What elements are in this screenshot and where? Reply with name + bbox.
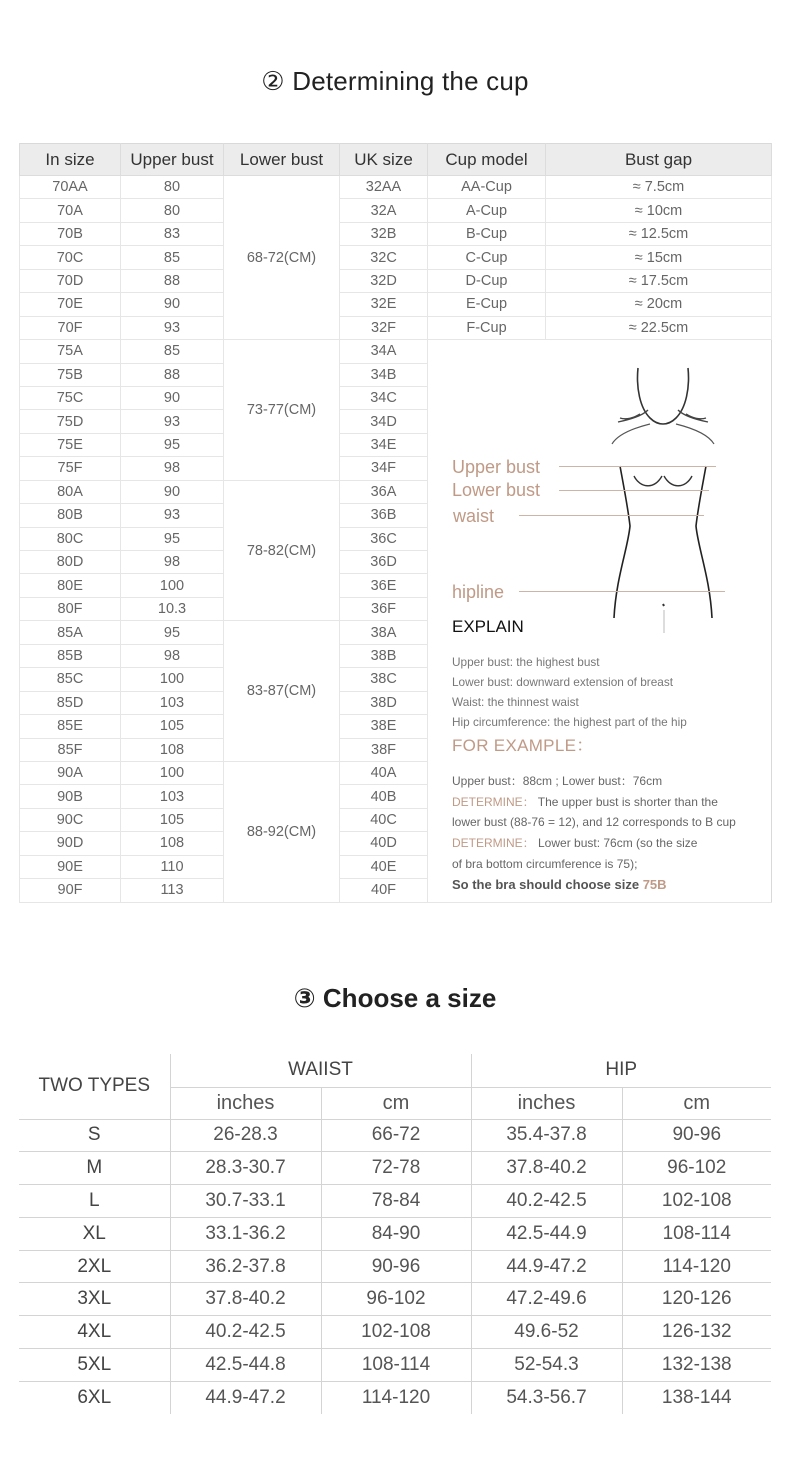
section-title-choose-size: ③ Choose a size (293, 983, 497, 1013)
in-size-cell: 80E (20, 574, 121, 597)
in-size-cell: 70E (20, 293, 121, 316)
in-size-cell: 85F (20, 738, 121, 761)
header-two-types: TWO TYPES (19, 1054, 170, 1119)
for-example-title: FOR EXAMPLE： (452, 736, 594, 756)
in-size-cell: 75F (20, 457, 121, 480)
lower-bust-label: Lower bust (452, 480, 541, 501)
upper-bust-cell: 83 (121, 222, 224, 245)
table-row (19, 1250, 771, 1283)
uk-size-cell: 32C (340, 246, 428, 269)
measurement-guide-panel (428, 340, 772, 903)
upper-bust-cell: 105 (121, 808, 224, 831)
hip-inches-cell: 49.6-52 (471, 1316, 622, 1349)
table-header-row (20, 144, 772, 176)
in-size-cell: 75B (20, 363, 121, 386)
upper-bust-cell: 100 (121, 574, 224, 597)
hip-cm-cell: 120-126 (622, 1283, 771, 1316)
upper-bust-label: Upper bust (452, 457, 541, 478)
in-size-cell: 90E (20, 855, 121, 878)
uk-size-cell: 36E (340, 574, 428, 597)
upper-bust-cell: 90 (121, 386, 224, 409)
in-size-cell: 85D (20, 691, 121, 714)
lower-bust-line (559, 490, 709, 491)
upper-bust-cell: 85 (121, 246, 224, 269)
size-cell: 6XL (19, 1381, 170, 1414)
hip-cm-cell: 102-108 (622, 1185, 771, 1218)
uk-size-cell: 36B (340, 504, 428, 527)
in-size-cell: 80C (20, 527, 121, 550)
in-size-cell: 70B (20, 222, 121, 245)
size-cell: M (19, 1152, 170, 1185)
in-size-cell: 85C (20, 668, 121, 691)
uk-size-cell: 34E (340, 433, 428, 456)
uk-size-cell: 40C (340, 808, 428, 831)
lower-bust-group-cell: 88-92(CM) (224, 761, 340, 902)
cup-model-cell: F-Cup (428, 316, 546, 339)
waist-cm-cell: 114-120 (321, 1381, 471, 1414)
upper-bust-cell: 113 (121, 879, 224, 902)
hipline-line (519, 591, 725, 592)
uk-size-cell: 32AA (340, 176, 428, 199)
size-cell: 3XL (19, 1283, 170, 1316)
table-row (20, 199, 772, 222)
uk-size-cell: 34A (340, 340, 428, 363)
recommended-size: 75B (642, 877, 667, 893)
upper-bust-cell: 105 (121, 715, 224, 738)
upper-bust-cell: 10.3 (121, 597, 224, 620)
uk-size-cell: 40D (340, 832, 428, 855)
uk-size-cell: 34D (340, 410, 428, 433)
bust-gap-cell: ≈ 12.5cm (546, 222, 772, 245)
hip-cm-cell: 132-138 (622, 1349, 771, 1382)
uk-size-cell: 38B (340, 644, 428, 667)
size-cell: S (19, 1119, 170, 1152)
table-row (19, 1152, 771, 1185)
uk-size-cell: 38F (340, 738, 428, 761)
size-cell: 4XL (19, 1316, 170, 1349)
in-size-cell: 70F (20, 316, 121, 339)
hip-inches-cell: 47.2-49.6 (471, 1283, 622, 1316)
upper-bust-cell: 90 (121, 480, 224, 503)
uk-size-cell: 32A (340, 199, 428, 222)
header-waist-inches: inches (170, 1087, 321, 1119)
in-size-cell: 80F (20, 597, 121, 620)
cup-model-cell: AA-Cup (428, 176, 546, 199)
header-hip-group: HIP (471, 1054, 771, 1087)
size-cell: L (19, 1185, 170, 1218)
example-determine-1: DETERMINE： The upper bust is shorter than the (452, 795, 718, 810)
lower-bust-group-cell: 78-82(CM) (224, 480, 340, 621)
table-row (19, 1119, 771, 1152)
header-hip-inches: inches (471, 1087, 622, 1119)
bust-gap-cell: ≈ 7.5cm (546, 176, 772, 199)
in-size-cell: 90F (20, 879, 121, 902)
uk-size-cell: 32F (340, 316, 428, 339)
example-measurement: Upper bust：88cm ; Lower bust：76cm (452, 774, 663, 789)
upper-bust-cell: 100 (121, 761, 224, 784)
hip-cm-cell: 126-132 (622, 1316, 771, 1349)
table-row (20, 176, 772, 199)
waist-inches-cell: 44.9-47.2 (170, 1381, 321, 1414)
waist-inches-cell: 28.3-30.7 (170, 1152, 321, 1185)
bust-gap-cell: ≈ 22.5cm (546, 316, 772, 339)
upper-bust-cell: 98 (121, 457, 224, 480)
upper-bust-cell: 80 (121, 176, 224, 199)
upper-bust-cell: 108 (121, 738, 224, 761)
bust-gap-cell: ≈ 15cm (546, 246, 772, 269)
hip-cm-cell: 90-96 (622, 1119, 771, 1152)
in-size-cell: 70D (20, 269, 121, 292)
example-determine-1-cont: lower bust (88-76 = 12), and 12 corresponds to B cup (452, 815, 736, 830)
header-cup-model: Cup model (428, 144, 546, 176)
uk-size-cell: 40F (340, 879, 428, 902)
header-bust-gap: Bust gap (546, 144, 772, 176)
uk-size-cell: 40A (340, 761, 428, 784)
upper-bust-cell: 80 (121, 199, 224, 222)
upper-bust-cell: 98 (121, 551, 224, 574)
explain-line: Upper bust: the highest bust (452, 655, 600, 670)
waist-cm-cell: 72-78 (321, 1152, 471, 1185)
cup-model-cell: D-Cup (428, 269, 546, 292)
determine-label: DETERMINE： (452, 836, 535, 851)
explain-line: Hip circumference: the highest part of the hip (452, 715, 687, 730)
lower-bust-group-cell: 83-87(CM) (224, 621, 340, 762)
upper-bust-cell: 88 (121, 269, 224, 292)
upper-bust-cell: 100 (121, 668, 224, 691)
in-size-cell: 90D (20, 832, 121, 855)
upper-bust-cell: 95 (121, 527, 224, 550)
waist-cm-cell: 90-96 (321, 1250, 471, 1283)
table-row (20, 293, 772, 316)
hip-inches-cell: 40.2-42.5 (471, 1185, 622, 1218)
uk-size-cell: 38D (340, 691, 428, 714)
in-size-cell: 80B (20, 504, 121, 527)
in-size-cell: 90C (20, 808, 121, 831)
waist-inches-cell: 30.7-33.1 (170, 1185, 321, 1218)
bust-gap-cell: ≈ 17.5cm (546, 269, 772, 292)
upper-bust-cell: 85 (121, 340, 224, 363)
upper-bust-cell: 93 (121, 316, 224, 339)
table-row (20, 316, 772, 339)
cup-model-cell: E-Cup (428, 293, 546, 316)
bust-gap-cell: ≈ 10cm (546, 199, 772, 222)
waist-cm-cell: 66-72 (321, 1119, 471, 1152)
cup-size-table (19, 143, 772, 903)
example-conclusion: So the bra should choose size 75B (452, 877, 667, 893)
uk-size-cell: 40B (340, 785, 428, 808)
waist-inches-cell: 37.8-40.2 (170, 1283, 321, 1316)
uk-size-cell: 36D (340, 551, 428, 574)
uk-size-cell: 32E (340, 293, 428, 316)
hip-cm-cell: 108-114 (622, 1217, 771, 1250)
uk-size-cell: 32B (340, 222, 428, 245)
upper-bust-line (559, 466, 716, 467)
table-row (19, 1349, 771, 1382)
uk-size-cell: 36F (340, 597, 428, 620)
in-size-cell: 75C (20, 386, 121, 409)
uk-size-cell: 40E (340, 855, 428, 878)
upper-bust-cell: 93 (121, 410, 224, 433)
uk-size-cell: 36A (340, 480, 428, 503)
header-lower-bust: Lower bust (224, 144, 340, 176)
uk-size-cell: 34B (340, 363, 428, 386)
table-row (19, 1185, 771, 1218)
upper-bust-cell: 95 (121, 621, 224, 644)
size-cell: XL (19, 1217, 170, 1250)
uk-size-cell: 38E (340, 715, 428, 738)
in-size-cell: 85E (20, 715, 121, 738)
waist-cm-cell: 84-90 (321, 1217, 471, 1250)
explain-line: Lower bust: downward extension of breast (452, 675, 673, 690)
explain-line: Waist: the thinnest waist (452, 695, 579, 710)
section-title-determining-cup: ② Determining the cup (261, 66, 529, 96)
in-size-cell: 85B (20, 644, 121, 667)
uk-size-cell: 34F (340, 457, 428, 480)
in-size-cell: 80D (20, 551, 121, 574)
waist-inches-cell: 40.2-42.5 (170, 1316, 321, 1349)
hip-inches-cell: 44.9-47.2 (471, 1250, 622, 1283)
in-size-cell: 90B (20, 785, 121, 808)
hip-cm-cell: 114-120 (622, 1250, 771, 1283)
group-header-row (19, 1054, 771, 1087)
in-size-cell: 70A (20, 199, 121, 222)
header-hip-cm: cm (622, 1087, 771, 1119)
waist-hip-size-table (19, 1054, 771, 1414)
in-size-cell: 90A (20, 761, 121, 784)
hip-inches-cell: 37.8-40.2 (471, 1152, 622, 1185)
table-row (20, 222, 772, 245)
upper-bust-cell: 103 (121, 691, 224, 714)
waist-inches-cell: 26-28.3 (170, 1119, 321, 1152)
waist-cm-cell: 78-84 (321, 1185, 471, 1218)
upper-bust-cell: 90 (121, 293, 224, 316)
waist-cm-cell: 108-114 (321, 1349, 471, 1382)
table-row (19, 1316, 771, 1349)
uk-size-cell: 32D (340, 269, 428, 292)
waist-cm-cell: 102-108 (321, 1316, 471, 1349)
cup-model-cell: A-Cup (428, 199, 546, 222)
in-size-cell: 75A (20, 340, 121, 363)
uk-size-cell: 36C (340, 527, 428, 550)
hip-inches-cell: 54.3-56.7 (471, 1381, 622, 1414)
in-size-cell: 80A (20, 480, 121, 503)
waist-label: waist (453, 506, 495, 527)
header-waist-group: WAIIST (170, 1054, 471, 1087)
upper-bust-cell: 98 (121, 644, 224, 667)
in-size-cell: 70C (20, 246, 121, 269)
cup-model-cell: B-Cup (428, 222, 546, 245)
in-size-cell: 75D (20, 410, 121, 433)
example-determine-2-cont: of bra bottom circumference is 75); (452, 857, 638, 872)
waist-line (519, 515, 704, 516)
lower-bust-group-cell: 73-77(CM) (224, 340, 340, 481)
uk-size-cell: 38C (340, 668, 428, 691)
header-in-size: In size (20, 144, 121, 176)
upper-bust-cell: 95 (121, 433, 224, 456)
waist-cm-cell: 96-102 (321, 1283, 471, 1316)
waist-inches-cell: 36.2-37.8 (170, 1250, 321, 1283)
table-row (20, 340, 772, 363)
hipline-label: hipline (452, 582, 505, 603)
upper-bust-cell: 108 (121, 832, 224, 855)
table-row (20, 246, 772, 269)
bust-gap-cell: ≈ 20cm (546, 293, 772, 316)
table-row (20, 269, 772, 292)
hip-inches-cell: 52-54.3 (471, 1349, 622, 1382)
in-size-cell: 85A (20, 621, 121, 644)
table-row (19, 1283, 771, 1316)
table-row (19, 1381, 771, 1414)
upper-bust-cell: 93 (121, 504, 224, 527)
upper-bust-cell: 110 (121, 855, 224, 878)
cup-model-cell: C-Cup (428, 246, 546, 269)
table-row (19, 1217, 771, 1250)
hip-cm-cell: 96-102 (622, 1152, 771, 1185)
in-size-cell: 75E (20, 433, 121, 456)
size-cell: 5XL (19, 1349, 170, 1382)
header-uk-size: UK size (340, 144, 428, 176)
uk-size-cell: 38A (340, 621, 428, 644)
in-size-cell: 70AA (20, 176, 121, 199)
upper-bust-cell: 88 (121, 363, 224, 386)
waist-inches-cell: 33.1-36.2 (170, 1217, 321, 1250)
header-waist-cm: cm (321, 1087, 471, 1119)
header-upper-bust: Upper bust (121, 144, 224, 176)
hip-inches-cell: 35.4-37.8 (471, 1119, 622, 1152)
lower-bust-group-cell: 68-72(CM) (224, 176, 340, 340)
waist-inches-cell: 42.5-44.8 (170, 1349, 321, 1382)
determine-label: DETERMINE： (452, 795, 535, 810)
hip-cm-cell: 138-144 (622, 1381, 771, 1414)
upper-bust-cell: 103 (121, 785, 224, 808)
hip-inches-cell: 42.5-44.9 (471, 1217, 622, 1250)
example-determine-2: DETERMINE： Lower bust: 76cm (so the size (452, 836, 698, 851)
explain-title: EXPLAIN (452, 617, 524, 637)
size-cell: 2XL (19, 1250, 170, 1283)
body-silhouette-icon (578, 348, 748, 638)
uk-size-cell: 34C (340, 386, 428, 409)
